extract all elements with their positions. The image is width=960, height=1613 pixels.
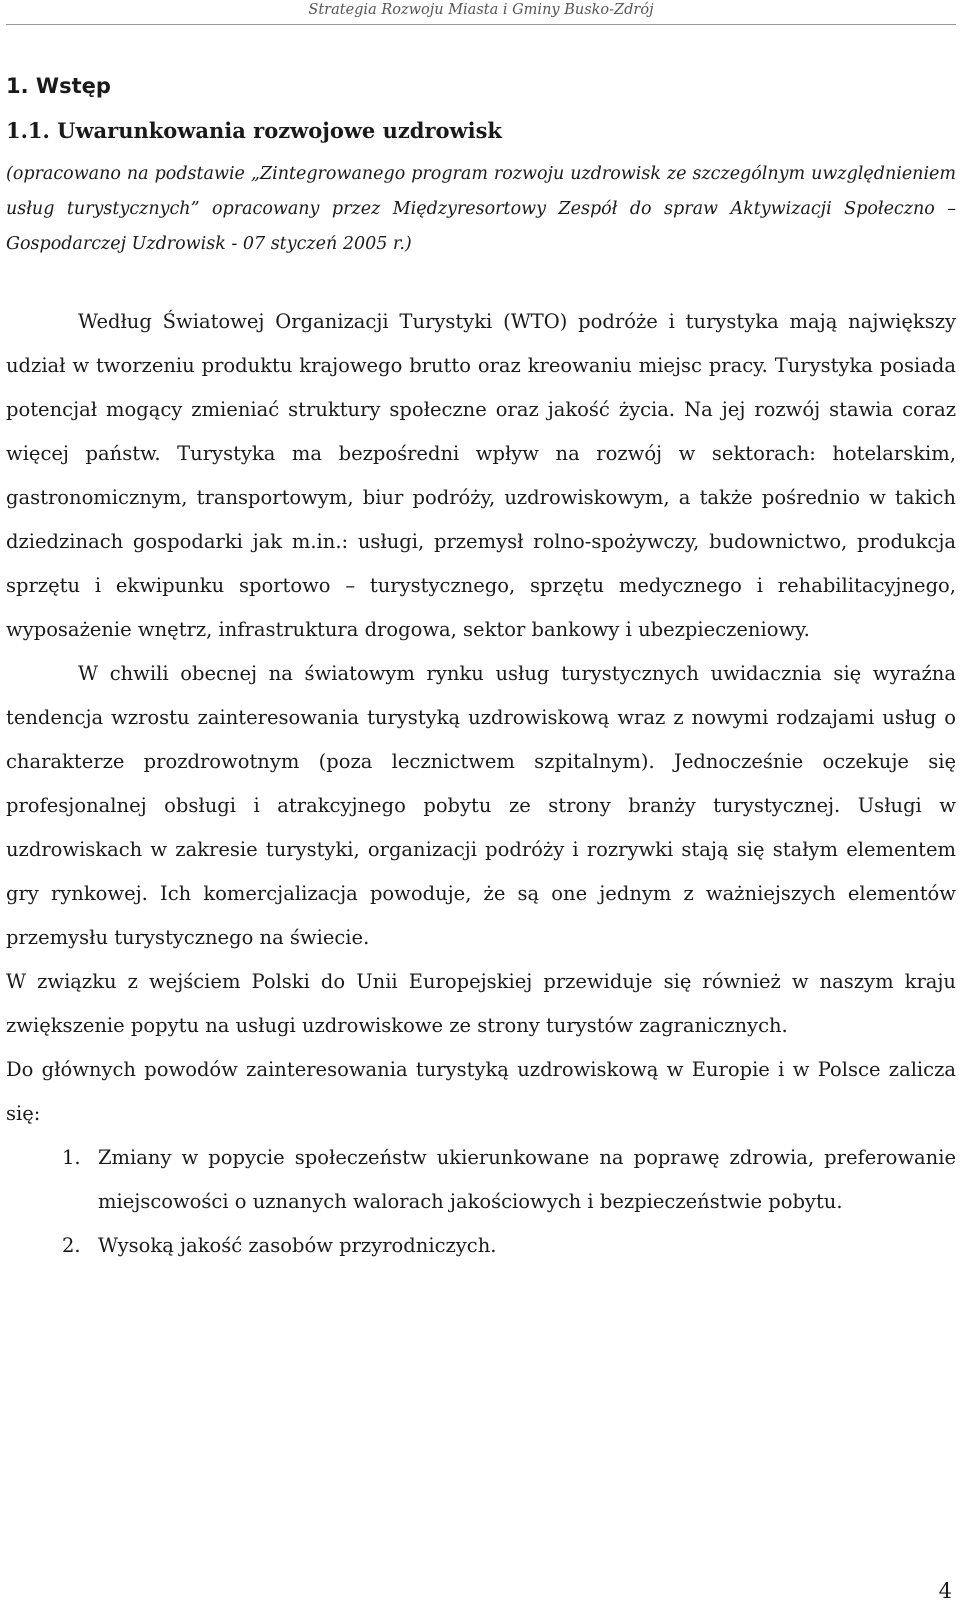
paragraph-wto: Według Światowej Organizacji Turystyki (WTO) podróże i turystyka mają największy udział w tworzeniu produktu krajowego brutto oraz kreowaniu miejsc pracy. Turystyka posiada potencjał mogący zmieniać struktury społeczne oraz jakość życia. Na jej rozwój stawia coraz więcej państw. Turystyka ma bezpośredni wpływ na rozwój w sektorach: hotelarskim, gastronomicznym, transportowym, biur podróży, uzdrowiskowym, a także pośrednio w takich dziedzinach gospodarki jak m.in.: usługi, przemysł rolno-spożywczy, budownictwo, produkcja sprzętu i ekwipunku sportowo – turystycznego, sprzętu medycznego i rehabilitacyjnego, wyposażenie wnętrz, infrastruktura drogowa, sektor bankowy i ubezpieczeniowy. [6,310,956,641]
body-text [6,300,956,1268]
running-header: Strategia Rozwoju Miasta i Gminy Busko-Zdrój [308,2,654,18]
paragraph-eu-accession: W związku z wejściem Polski do Unii Europejskiej przewiduje się również w naszym kraju zwiększenie popytu na usługi uzdrowiskowe ze strony turystów zagranicznych. [6,970,956,1037]
document-page [6,0,956,1613]
page-number: 4 [938,1579,952,1603]
header-rule [6,24,956,25]
list-item [6,1224,956,1268]
list-item-text: Wysoką jakość zasobów przyrodniczych. [98,1234,497,1257]
section-heading: 1. Wstęp [6,74,111,98]
list-item-number: 1. [62,1146,81,1169]
source-note: (opracowano na podstawie „Zintegrowanego program rozwoju uzdrowisk ze szczególnym uwzględnieniem usług turystycznych” opracowany przez Międzyresortowy Zespół do spraw Aktywizacji Społeczno – Gospodarczej Uzdrowisk - 07 styczeń 2005 r.) [6,164,956,254]
paragraph-market-trends: W chwili obecnej na światowym rynku usług turystycznych uwidacznia się wyraźna tendencja wzrostu zainteresowania turystyką uzdrowiskową wraz z nowymi rodzajami usług o charakterze prozdrowotnym (poza lecznictwem szpitalnym). Jednocześnie oczekuje się profesjonalnej obsługi i atrakcyjnego pobytu ze strony branży turystycznej. Usługi w uzdrowiskach w zakresie turystyki, organizacji podróży i rozrywki stają się stałym elementem gry rynkowej. Ich komercjalizacja powoduje, że są one jednym z ważniejszych elementów przemysłu turystycznego na świecie. [6,662,956,949]
list-item-number: 2. [62,1234,81,1257]
list-item [6,1136,956,1224]
subsection-heading: 1.1. Uwarunkowania rozwojowe uzdrowisk [6,118,502,143]
reasons-list [6,1136,956,1268]
paragraph-reasons-intro: Do głównych powodów zainteresowania turystyką uzdrowiskową w Europie i w Polsce zalicza się: [6,1058,956,1125]
list-item-text: Zmiany w popycie społeczeństw ukierunkowane na poprawę zdrowia, preferowanie miejscowości o uznanych walorach jakościowych i bezpieczeństwie pobytu. [98,1146,956,1213]
